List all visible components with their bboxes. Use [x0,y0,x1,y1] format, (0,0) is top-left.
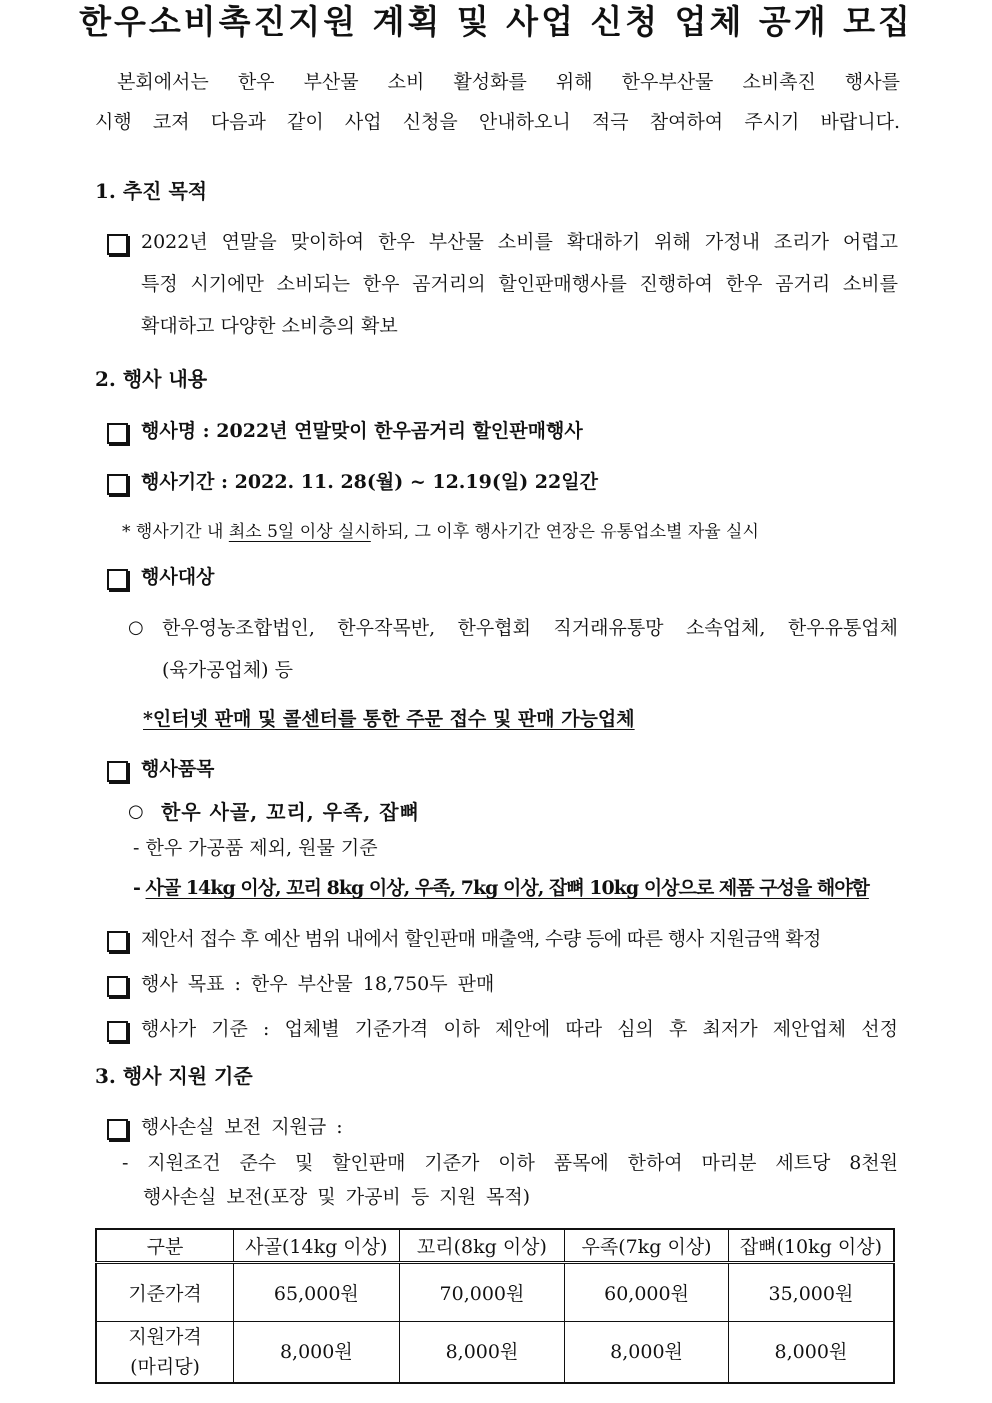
page-title: 한우소비촉진지원 계획 및 사업 신청 업체 공개 모집 [79,2,913,41]
support-price-table [95,1228,895,1384]
items-note-2 [133,873,869,903]
table-cell: 70,000원 [399,1263,565,1322]
period-note [122,519,759,545]
target-label: 행사대상 [141,566,215,588]
circle-bullet-icon: ○ [128,801,144,822]
loss-support-label: 행사손실 보전 지원금 : [141,1116,343,1138]
table-header-cell: 잡뼈(10kg 이상) [728,1229,894,1263]
event-name: 행사명 : 2022년 연말맞이 한우곰거리 할인판매행사 [141,420,583,442]
period-note-prefix: * 행사기간 내 [122,522,229,542]
table-header-cell: 사골(14kg 이상) [234,1229,400,1263]
event-period: 행사기간 : 2022. 11. 28(월) ~ 12.19(일) 22일간 [141,471,598,493]
row-label [96,1322,234,1384]
section-2-heading: 2. 행사 내용 [95,367,208,391]
event-goal: 행사 목표 : 한우 부산물 18,750두 판매 [141,973,495,995]
target-line-2: (육가공업체) 등 [162,659,293,681]
support-confirm: 제안서 접수 후 예산 범위 내에서 할인판매 매출액, 수량 등에 따른 행사 지원금액 확정 [141,928,821,950]
price-criteria: 행사가 기준 : 업체별 기준가격 이하 제안에 따라 심의 후 최저가 제안업체 선정 [141,1018,898,1040]
table-cell: 60,000원 [565,1263,729,1322]
checkbox-square-icon [107,234,128,255]
table-cell: 8,000원 [728,1322,894,1384]
table-cell: 8,000원 [234,1322,400,1384]
checkbox-square-icon [107,1021,128,1042]
checkbox-square-icon [107,1119,128,1140]
table-header-cell: 구분 [96,1229,234,1263]
table-cell: 35,000원 [728,1263,894,1322]
table-cell: 8,000원 [399,1322,565,1384]
row-label: 기준가격 [96,1263,234,1322]
checkbox-square-icon [107,474,128,495]
table-cell: 8,000원 [565,1322,729,1384]
loss-support-line-1: - 지원조건 준수 및 할인판매 기준가 이하 품목에 한하여 마리분 세트당 8천원 [122,1152,898,1174]
items-note-1: - 한우 가공품 제외, 원물 기준 [133,837,378,859]
section-3-heading: 3. 행사 지원 기준 [95,1064,253,1088]
checkbox-square-icon [107,569,128,590]
purpose-line-3: 확대하고 다양한 소비층의 확보 [141,315,398,337]
loss-support-line-2: 행사손실 보전(포장 및 가공비 등 지원 목적) [143,1186,531,1208]
items-label: 행사품목 [141,758,215,780]
checkbox-square-icon [107,976,128,997]
items-list: 한우 사골, 꼬리, 우족, 잡뼈 [161,800,420,824]
table-cell: 65,000원 [234,1263,400,1322]
table-header-cell: 우족(7kg 이상) [565,1229,729,1263]
section-1-heading: 1. 추진 목적 [95,179,208,203]
checkbox-square-icon [107,931,128,952]
table-header-row [96,1229,894,1263]
checkbox-square-icon [107,423,128,444]
table-header-cell: 꼬리(8kg 이상) [399,1229,565,1263]
circle-bullet-icon: ○ [128,617,144,638]
checkbox-square-icon [107,761,128,782]
period-note-emphasis: 최소 5일 이상 실시 [228,522,371,542]
intro-paragraph [95,62,900,142]
intro-line-2: 시행 코져 다음과 같이 사업 신청을 안내하오니 적극 참여하여 주시기 바랍니다. [95,111,900,133]
row-label-line-1: 지원가격 [128,1326,202,1348]
purpose-line-2: 특정 시기에만 소비되는 한우 곰거리의 할인판매행사를 진행하여 한우 곰거리 소비를 [141,273,898,295]
items-note-2-dash: - [133,877,146,899]
target-note: *인터넷 판매 및 콜센터를 통한 주문 접수 및 판매 가능업체 [143,708,635,730]
purpose-line-1: 2022년 연말을 맞이하여 한우 부산물 소비를 확대하기 위해 가정내 조리가 어렵고 [141,231,898,253]
table-row [96,1322,894,1384]
period-note-suffix: 하되, 그 이후 행사기간 연장은 유통업소별 자율 실시 [370,522,759,542]
target-line-1: 한우영농조합법인, 한우작목반, 한우협회 직거래유통망 소속업체, 한우유통업체 [162,617,898,639]
items-note-2-text: 사골 14kg 이상, 꼬리 8kg 이상, 우족, 7kg 이상, 잡뼈 10kg 이상으로 제품 구성을 해야함 [145,877,869,899]
intro-line-1: 본회에서는 한우 부산물 소비 활성화를 위해 한우부산물 소비촉진 행사를 [117,71,900,93]
table-row [96,1263,894,1322]
row-label-line-2: (마리당) [130,1356,200,1378]
